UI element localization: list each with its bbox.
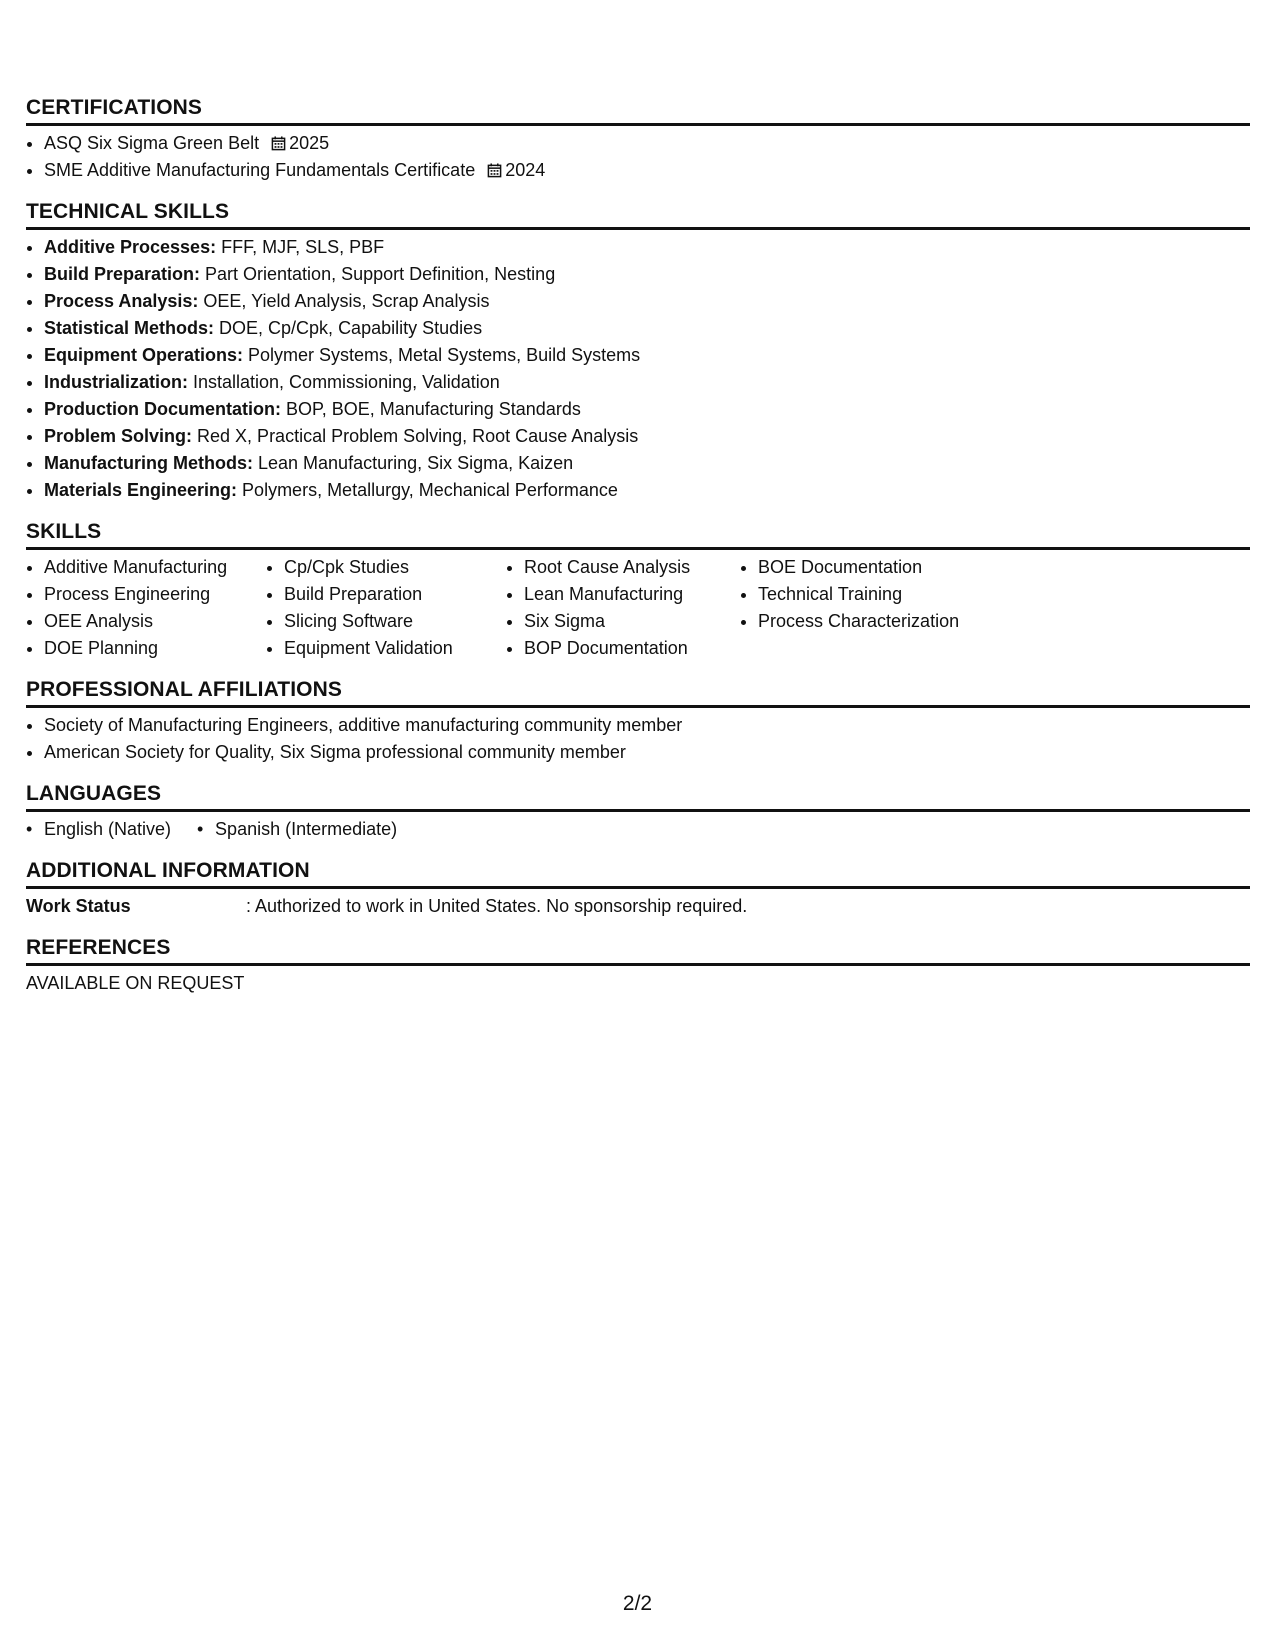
certification-year: 2025 [289, 133, 330, 153]
skills-column [506, 554, 740, 662]
technical-skills-section [26, 200, 1250, 504]
technical-skill-item [44, 477, 1250, 504]
skills-grid [26, 554, 1250, 662]
skill-item: • OEE Analysis [44, 608, 266, 635]
technical-skill-label: Process Analysis: [44, 291, 199, 311]
skills-section [26, 520, 1250, 662]
section-title-certifications: CERTIFICATIONS [26, 96, 1250, 126]
skill-item: • Equipment Validation [284, 635, 506, 662]
work-status-value: : Authorized to work in United States. No sponsorship required. [246, 896, 748, 916]
section-title-additional-information: ADDITIONAL INFORMATION [26, 859, 1250, 889]
skill-item: • Lean Manufacturing [524, 581, 740, 608]
work-status-row [26, 893, 1250, 920]
skill-item: • BOP Documentation [524, 635, 740, 662]
language-item: • English (Native) [26, 816, 171, 843]
certifications-list [26, 130, 1250, 184]
technical-skill-label: Statistical Methods: [44, 318, 215, 338]
technical-skill-item [44, 234, 1250, 261]
technical-skill-label: Materials Engineering: [44, 480, 238, 500]
skill-item: • Slicing Software [284, 608, 506, 635]
technical-skill-value: BOP, BOE, Manufacturing Standards [281, 399, 581, 419]
affiliations-section [26, 678, 1250, 766]
technical-skill-value: Installation, Commissioning, Validation [188, 372, 500, 392]
technical-skill-label: Problem Solving: [44, 426, 193, 446]
affiliation-item: • American Society for Quality, Six Sigma professional community member [44, 739, 1250, 766]
skill-item: • Process Engineering [44, 581, 266, 608]
technical-skill-value: Polymer Systems, Metal Systems, Build Systems [243, 345, 641, 365]
skill-item: • Additive Manufacturing [44, 554, 266, 581]
technical-skill-item [44, 423, 1250, 450]
skill-item: • Cp/Cpk Studies [284, 554, 506, 581]
section-title-affiliations: PROFESSIONAL AFFILIATIONS [26, 678, 1250, 708]
certification-year: 2024 [505, 160, 546, 180]
section-title-skills: SKILLS [26, 520, 1250, 550]
technical-skill-item [44, 342, 1250, 369]
skill-item: • Process Characterization [758, 608, 1018, 635]
skill-item: • Technical Training [758, 581, 1018, 608]
technical-skill-value: OEE, Yield Analysis, Scrap Analysis [198, 291, 490, 311]
skill-item: • BOE Documentation [758, 554, 1018, 581]
languages-list [26, 816, 1250, 843]
languages-section [26, 782, 1250, 843]
technical-skills-list [26, 234, 1250, 504]
technical-skill-label: Equipment Operations: [44, 345, 244, 365]
skill-item: • Six Sigma [524, 608, 740, 635]
additional-information-section [26, 859, 1250, 920]
affiliation-item: • Society of Manufacturing Engineers, additive manufacturing community member [44, 712, 1250, 739]
certification-item [44, 157, 1250, 184]
technical-skill-item [44, 396, 1250, 423]
technical-skill-label: Manufacturing Methods: [44, 453, 253, 473]
certification-item [44, 130, 1250, 157]
certification-name: SME Additive Manufacturing Fundamentals Certificate [44, 160, 476, 180]
language-item: • Spanish (Intermediate) [197, 816, 397, 843]
technical-skill-value: Red X, Practical Problem Solving, Root Cause Analysis [192, 426, 639, 446]
skill-item: • Build Preparation [284, 581, 506, 608]
calendar-icon [487, 163, 502, 178]
technical-skill-item [44, 288, 1250, 315]
section-title-technical-skills: TECHNICAL SKILLS [26, 200, 1250, 230]
technical-skill-item [44, 450, 1250, 477]
skills-column [266, 554, 506, 662]
page-number: 2/2 [622, 1592, 653, 1615]
technical-skill-item [44, 315, 1250, 342]
certification-name: ASQ Six Sigma Green Belt [44, 133, 260, 153]
affiliations-list [26, 712, 1250, 766]
technical-skill-label: Production Documentation: [44, 399, 281, 419]
certifications-section [26, 96, 1250, 184]
skills-column [26, 554, 266, 662]
technical-skill-item [44, 369, 1250, 396]
calendar-icon [271, 136, 286, 151]
skills-column [740, 554, 1018, 662]
references-section [26, 936, 1250, 997]
section-title-languages: LANGUAGES [26, 782, 1250, 812]
skill-item: • DOE Planning [44, 635, 266, 662]
technical-skill-item [44, 261, 1250, 288]
technical-skill-label: Build Preparation: [44, 264, 201, 284]
skill-item: • Root Cause Analysis [524, 554, 740, 581]
resume-page [26, 96, 1250, 1003]
technical-skill-label: Industrialization: [44, 372, 188, 392]
technical-skill-label: Additive Processes: [44, 237, 217, 257]
work-status-label: Work Status [26, 896, 131, 916]
references-text: AVAILABLE ON REQUEST [26, 973, 245, 993]
technical-skill-value: Lean Manufacturing, Six Sigma, Kaizen [253, 453, 574, 473]
technical-skill-value: DOE, Cp/Cpk, Capability Studies [214, 318, 483, 338]
technical-skill-value: FFF, MJF, SLS, PBF [216, 237, 385, 257]
technical-skill-value: Part Orientation, Support Definition, Nesting [200, 264, 556, 284]
section-title-references: REFERENCES [26, 936, 1250, 966]
technical-skill-value: Polymers, Metallurgy, Mechanical Performance [237, 480, 618, 500]
